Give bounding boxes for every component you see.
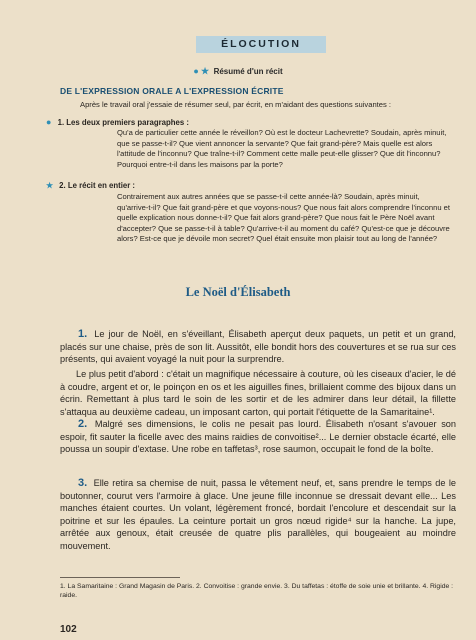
question-section-2-heading	[46, 181, 135, 190]
paragraph-number: 3.	[78, 477, 88, 489]
question-section-1-label: 1. Les deux premiers paragraphes :	[57, 118, 189, 127]
question-section-2-label: 2. Le récit en entier :	[59, 181, 136, 190]
question-section-1-text: Qu'a de particulier cette année le réveillon? Où est le docteur Lachevrette? Soudain, après minuit, que se passe-t-il? Que vient annoncer la servante? Que fait grand-père? Mais quelle est alors l'attitude de l'inconnu? Que traîne-t-il? Comment cette malle peut-elle glisser? Que dit l'inconnu? Pourquoi entre-t-il dans les maisons par la porte?	[117, 128, 447, 169]
star-icon: ★	[46, 181, 53, 190]
paragraph-number: 1.	[78, 328, 88, 340]
section-banner: ÉLOCUTION	[196, 36, 326, 53]
subtitle-text: Résumé d'un récit	[213, 67, 283, 76]
paragraph-text: Le jour de Noël, en s'éveillant, Élisabeth aperçut deux paquets, un petit et un grand, placés sur une chaise, près de son lit. Aussitôt, elle bondit hors des couvertures et se rua sur ces présents, qui avaient voyagé la nuit pour la surprendre.	[60, 329, 456, 365]
question-section-2-text: Contrairement aux autres années que se passe-t-il cette année-là? Soudain, après minuit, qu'arrive-t-il? Que fait grand-père et que voyons-nous? Que nous fait alors comprendre l'inconnu et quelle explication nous donne-t-il? Que fait alors grand-père? Que nous fait le Père Noël avant d'accepter? Que se passe-t-il à table? Qu'arrive-t-il au moment du café? Qu'est-ce que je découvre alors? Est-ce que je dévoile mon secret? Quel était ensuite mon plaisir tout au long de l'année?	[117, 192, 450, 244]
footnote-divider	[60, 577, 180, 578]
story-paragraph-1b	[60, 368, 456, 418]
page-number: 102	[60, 624, 77, 635]
paragraph-text: Elle retira sa chemise de nuit, passa le vêtement neuf, et, sans prendre le temps de le boutonner, courut vers l'armoire à glace. Une jeune fille inconnue se dressait devant elle... Les manches étaient courtes. Un volant, légèrement froncé, bordait l'encolure et descendait sur la poitrine et sur les épaules. La ceinture portait un gros nœud rigide⁴ sur la hanche. La jupe, arrêtée aux genoux, était creusée de quatre plis parallèles, qui bougeaient au moindre mouvement.	[60, 478, 456, 551]
section-subheading: DE L'EXPRESSION ORALE A L'EXPRESSION ÉCRITE	[60, 86, 284, 96]
question-section-1-heading	[46, 117, 189, 127]
footnotes: 1. La Samaritaine : Grand Magasin de Paris. 2. Convoitise : grande envie. 3. Du taffetas : étoffe de soie unie et brillante. 4. Rigide : raide.	[60, 583, 454, 600]
paragraph-number: 2.	[78, 418, 88, 430]
paragraph-text: Le plus petit d'abord : c'était un magnifique nécessaire à couture, où les ciseaux d'acier, le dé à coudre, argent et or, le poinçon en os et les aiguilles fines, brillaient comme des bijoux dans un écrin. Remettant à plus tard le soin de les sortir et de les admirer dans leur détail, la fillette s'attaqua au deuxième cadeau, un imposant carton, qui portait l'étiquette de la Samaritaine¹.	[60, 369, 456, 417]
paragraph-text: Malgré ses dimensions, le colis ne pesait pas lourd. Élisabeth n'osant s'avouer son espoir, fit sauter la ficelle avec des mains raidies de convoitise²... Le dernier obstacle écarté, elle poussa un soupir d'extase. Une robe en taffetas³, rose saumon, occupait le fond de la boîte.	[60, 419, 457, 455]
intro-text: Après le travail oral j'essaie de résumer seul, par écrit, en m'aidant des questions suivantes :	[80, 100, 392, 109]
subtitle-resume	[0, 66, 476, 77]
star-icon: ★	[201, 66, 210, 76]
story-paragraph-2	[60, 418, 456, 456]
bullet-icon: ●	[193, 66, 199, 76]
story-title: Le Noël d'Élisabeth	[185, 285, 291, 299]
story-paragraph-3	[60, 477, 456, 553]
story-paragraph-1	[60, 328, 456, 366]
bullet-icon: ●	[46, 117, 52, 127]
